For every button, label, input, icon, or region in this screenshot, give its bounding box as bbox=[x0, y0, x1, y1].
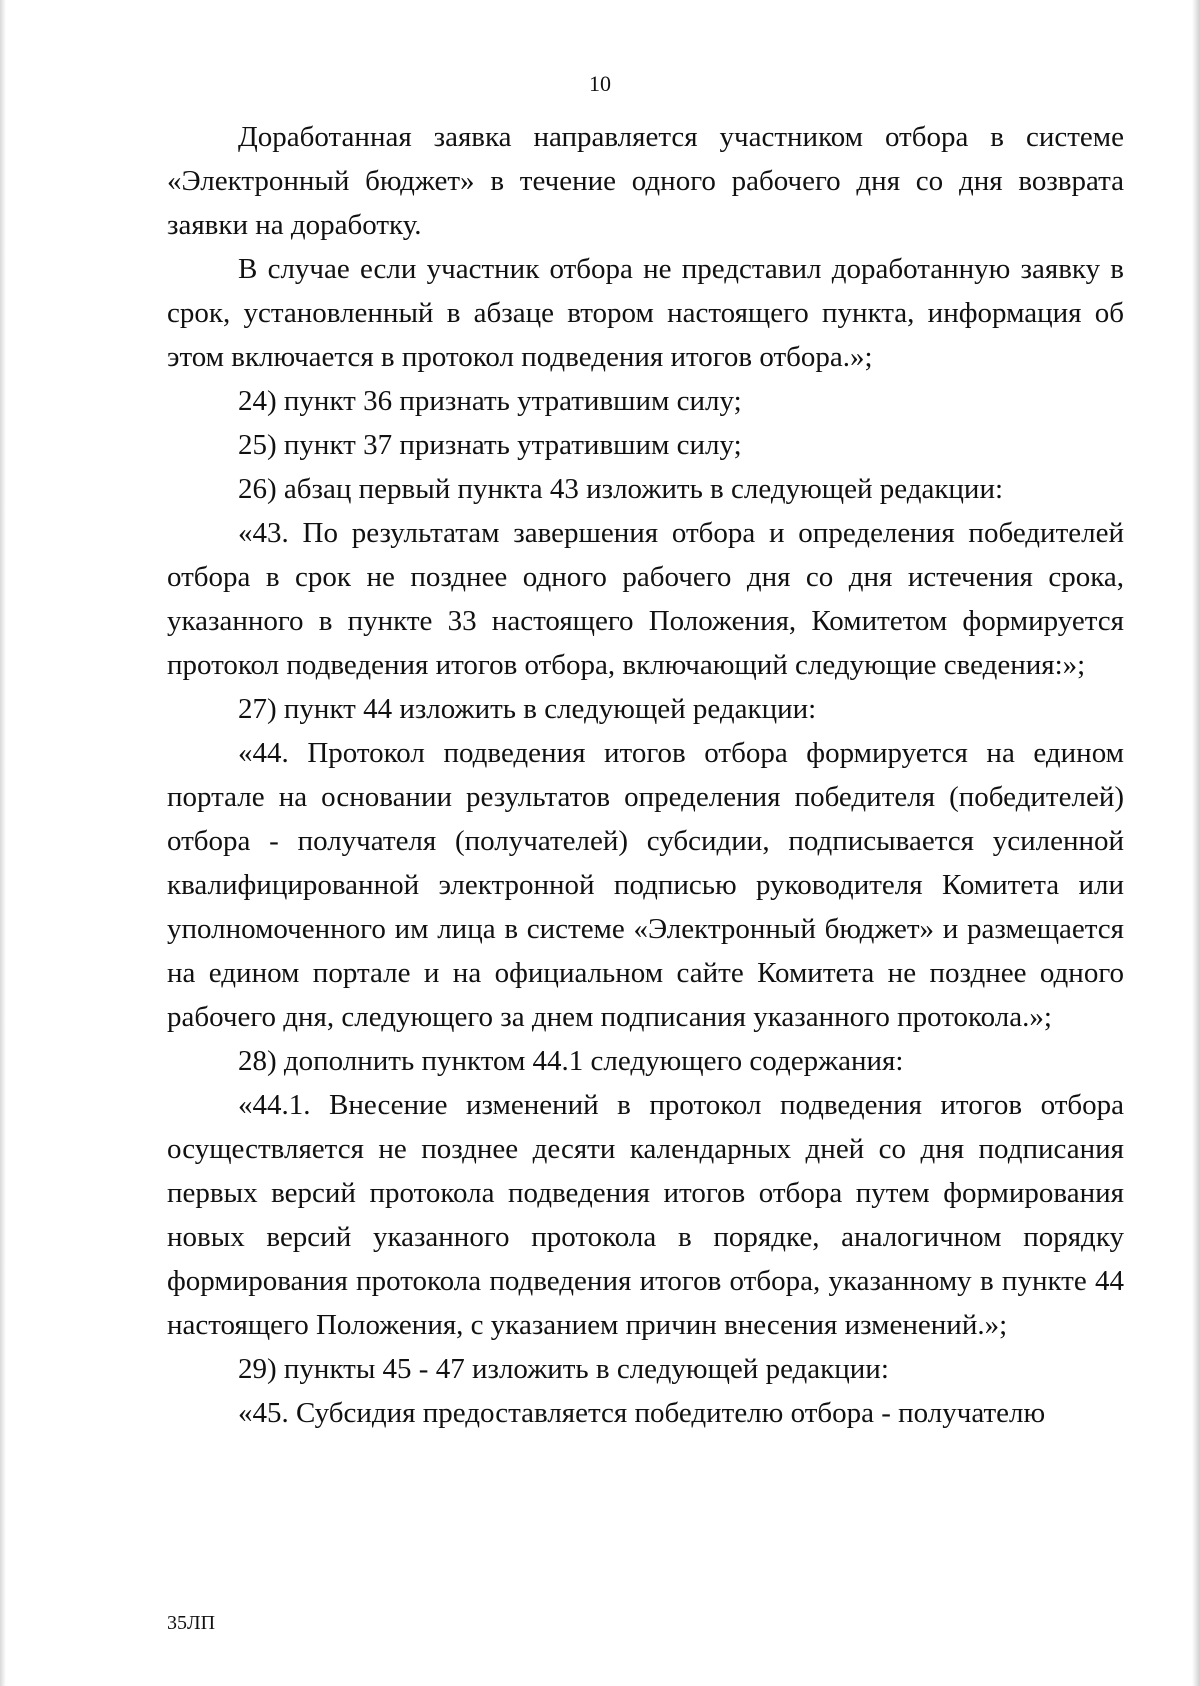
paragraph: «45. Субсидия предоставляется победителю отбора - получателю bbox=[238, 1397, 1046, 1429]
amendment-item: 25) пункт 37 признать утратившим силу; bbox=[238, 429, 742, 461]
paragraph: «44.1. Внесение изменений в протокол подведения итогов отбора осуществляется не позднее десяти календарных дней со дня подписания первых версий протокола подведения итогов отбора путем формирования новых версий указанного протокола в порядке, аналогичном порядку формирования протокола подведения итогов отбора, указанному в пункте 44 настоящего Положения, с указанием причин внесения изменений.»; bbox=[167, 1089, 1124, 1341]
footer-code: 35ЛП bbox=[167, 1612, 216, 1634]
scan-edge-left bbox=[0, 0, 6, 1686]
scan-edge-right bbox=[1192, 0, 1200, 1686]
amendment-item: 26) абзац первый пункта 43 изложить в следующей редакции: bbox=[238, 473, 1004, 505]
paragraph: Доработанная заявка направляется участником отбора в системе «Электронный бюджет» в течение одного рабочего дня со дня возврата заявки на доработку. bbox=[167, 121, 1124, 241]
amendment-item: 29) пункты 45 - 47 изложить в следующей редакции: bbox=[238, 1353, 889, 1385]
amendment-item: 24) пункт 36 признать утратившим силу; bbox=[238, 385, 742, 417]
amendment-item: 27) пункт 44 изложить в следующей редакции: bbox=[238, 693, 817, 725]
document-body bbox=[167, 115, 1124, 1435]
amendment-item: 28) дополнить пунктом 44.1 следующего содержания: bbox=[238, 1045, 904, 1077]
paragraph: В случае если участник отбора не представил доработанную заявку в срок, установленный в абзаце втором настоящего пункта, информация об этом включается в протокол подведения итогов отбора.»; bbox=[167, 253, 1124, 373]
page-number: 10 bbox=[589, 71, 611, 96]
paragraph: «43. По результатам завершения отбора и определения победителей отбора в срок не позднее одного рабочего дня со дня истечения срока, указанного в пункте 33 настоящего Положения, Комитетом формируется протокол подведения итогов отбора, включающий следующие сведения:»; bbox=[167, 517, 1124, 681]
paragraph: «44. Протокол подведения итогов отбора формируется на едином портале на основании результатов определения победителя (победителей) отбора - получателя (получателей) субсидии, подписывается усиленной квалифицированной электронной подписью руководителя Комитета или уполномоченного им лица в системе «Электронный бюджет» и размещается на едином портале и на официальном сайте Комитета не позднее одного рабочего дня, следующего за днем подписания указанного протокола.»; bbox=[167, 737, 1124, 1033]
